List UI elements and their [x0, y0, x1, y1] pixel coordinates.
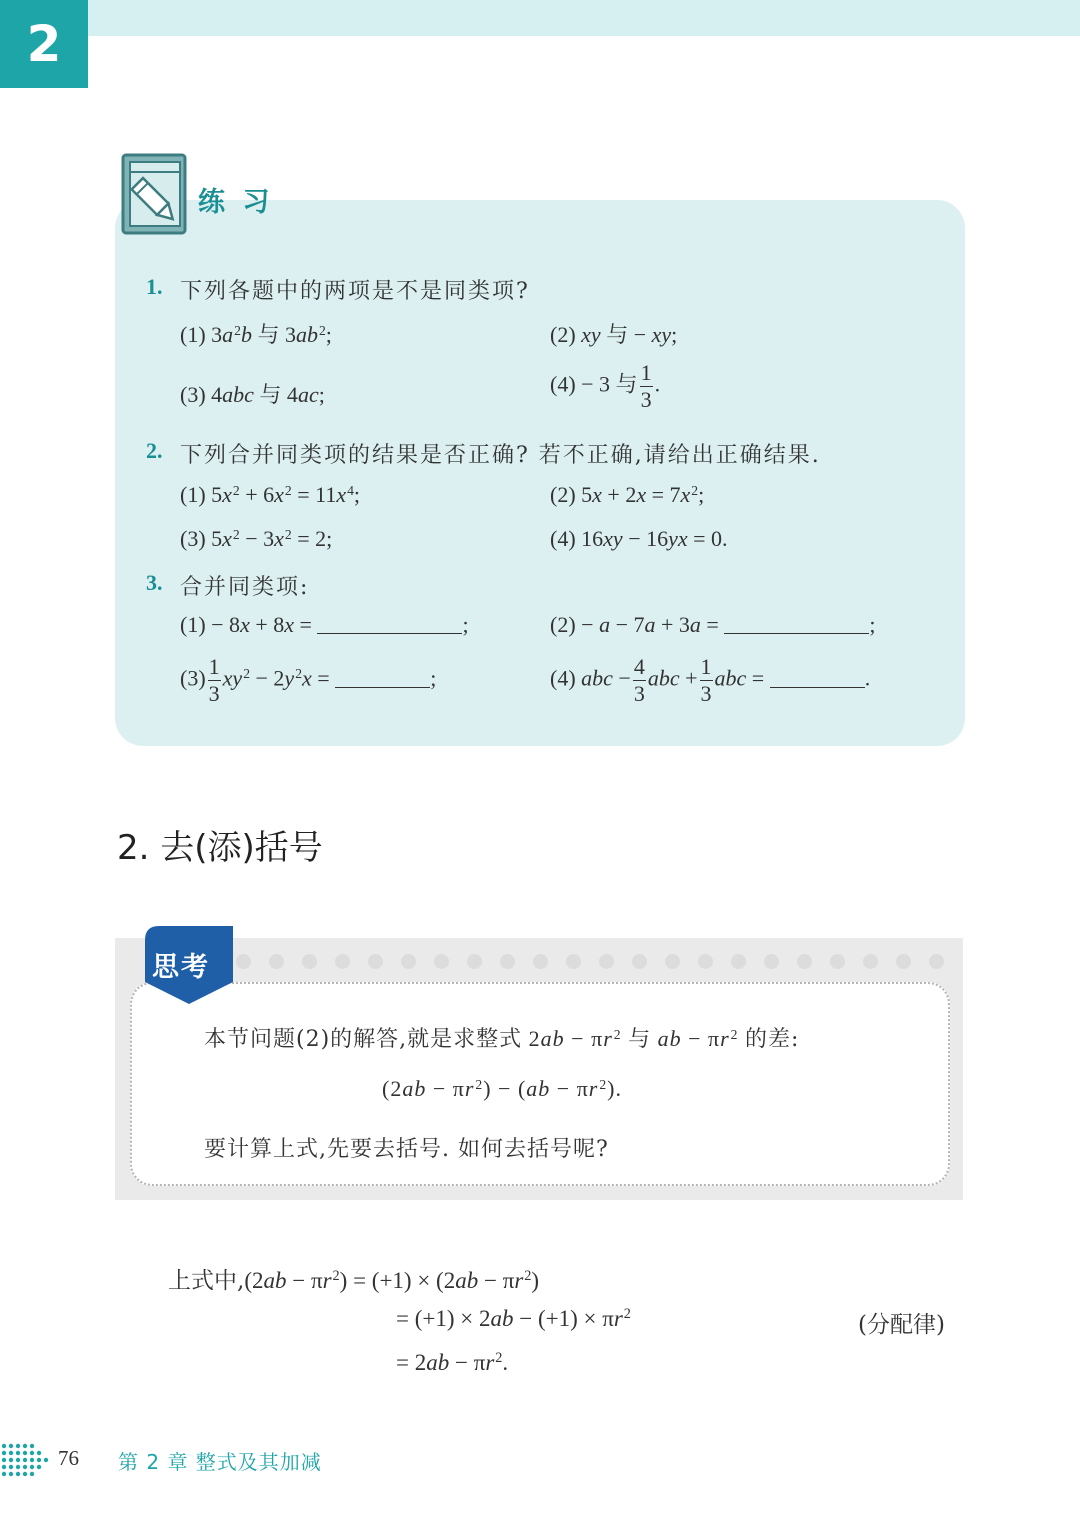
question-number: 1. [146, 274, 163, 299]
exercise-item: (2) $5x + 2x = 7x^2$; [550, 482, 705, 507]
section-title: 2. 去(添)括号 [117, 828, 323, 868]
decorative-dot [896, 954, 911, 969]
decorative-dot [434, 954, 449, 969]
exercise-item: (3) 4abc 与 4ac; [180, 382, 325, 407]
exercise-item: (4) abc − $\frac{4}{3}$ abc + $\frac{1}{3}$ abc = . [550, 654, 871, 706]
decorative-dot [665, 954, 680, 969]
decorative-dot [599, 954, 614, 969]
exercise-item: (1) $3a^2b$ 与 $3ab^2$; [180, 322, 332, 347]
decorative-dot [467, 954, 482, 969]
question-text: 合并同类项: [180, 575, 310, 600]
question-text: 下列合并同类项的结果是否正确? 若不正确,请给出正确结果. [180, 443, 821, 468]
exercise-item: (3) $\frac{1}{3}$ $xy^2 - 2y^2x$ = ; [180, 654, 437, 706]
exercise-item: (4) 16xy − 16yx = 0. [550, 526, 728, 551]
dot-grid-icon [0, 1440, 50, 1480]
exercise-item: (4) − 3 与 $\frac{1}{3}$ . [550, 360, 661, 412]
exercise-item: (3) $5x^2 - 3x^2 = 2$; [180, 526, 333, 551]
question-text: 下列各题中的两项是不是同类项? [180, 279, 530, 304]
exercise-item: (1) $5x^2 + 6x^2 = 11x^4$; [180, 482, 361, 507]
decorative-dot [236, 954, 251, 969]
decorative-dot [830, 954, 845, 969]
decorative-dot [566, 954, 581, 969]
exercise-item: (2) xy 与 − xy; [550, 322, 678, 347]
think-line: 本节问题(2)的解答,就是求整式 $2ab - \pi r^2$ 与 ab − $\pi r^2$ 的差: [204, 1026, 800, 1052]
decorative-dot [269, 954, 284, 969]
decorative-dot [368, 954, 383, 969]
decorative-dot [401, 954, 416, 969]
decorative-dot [797, 954, 812, 969]
decorative-dot [632, 954, 647, 969]
question-number: 3. [146, 570, 163, 595]
derivation-note: (分配律) [858, 1312, 945, 1338]
exercise-item: (2) − a − 7a + 3a = ; [550, 612, 876, 637]
decorative-dot [698, 954, 713, 969]
decorative-dot [302, 954, 317, 969]
decorative-dot [731, 954, 746, 969]
page-number: 76 [58, 1446, 79, 1470]
practice-title: 练 习 [198, 187, 274, 218]
derivation-line: 上式中$,(2ab - \pi r^2) = (+1) \times (2ab - \pi r^2)$ [168, 1268, 540, 1294]
chapter-tab: 2 [0, 0, 88, 88]
decorative-dot [863, 954, 878, 969]
question-number: 2. [146, 438, 163, 463]
header-bar [88, 0, 1080, 36]
exercise-item: (1) − 8x + 8x = ; [180, 612, 469, 637]
think-label: 思考 [152, 952, 210, 983]
decorative-dot [764, 954, 779, 969]
derivation-line: = $2ab - \pi r^2$. [396, 1350, 509, 1375]
decorative-dot [533, 954, 548, 969]
think-line: 要计算上式,先要去括号. 如何去括号呢? [204, 1137, 609, 1162]
pencil-notebook-icon [120, 152, 190, 236]
decorative-dot [929, 954, 944, 969]
decorative-dot [500, 954, 515, 969]
decorative-dot [335, 954, 350, 969]
derivation-line: = $(+1) \times 2ab - (+1) \times \pi r^2$ [396, 1306, 631, 1331]
footer-chapter-title: 第 2 章 整式及其加减 [118, 1450, 322, 1474]
think-formula: $(2ab - \pi r^2) - (ab - \pi r^2)$. [382, 1076, 622, 1101]
